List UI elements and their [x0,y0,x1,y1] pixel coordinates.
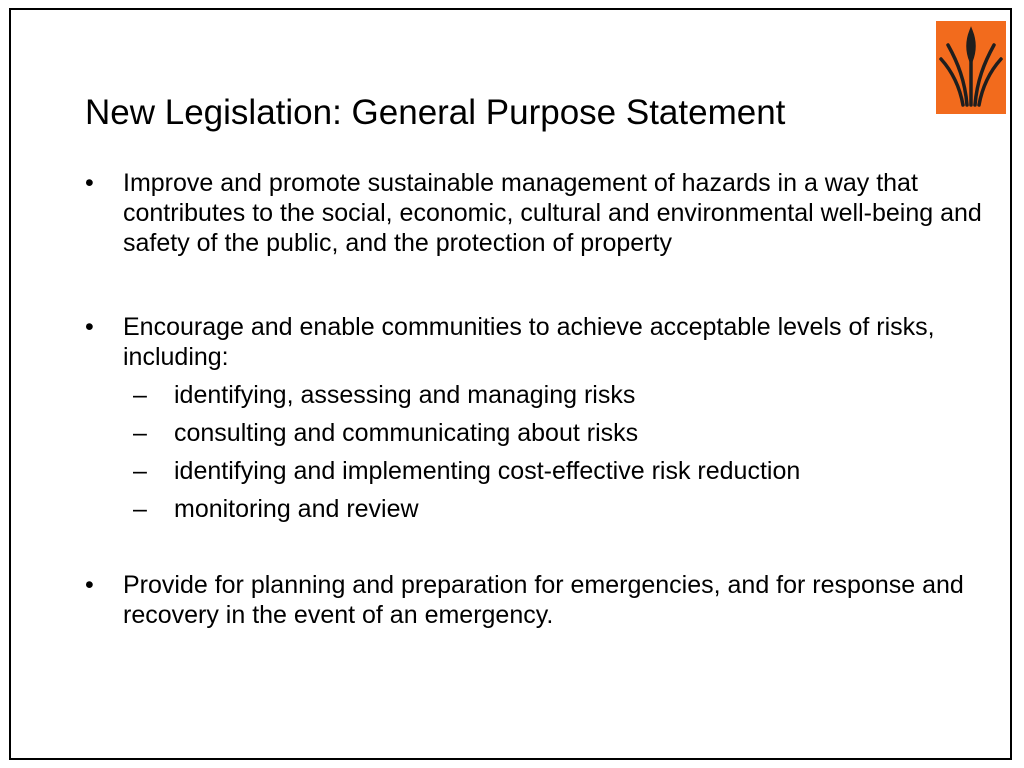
bullet-item [85,570,985,630]
slide-title: New Legislation: General Purpose Statement [85,93,786,132]
sub-bullet-item [123,380,985,410]
bullet-list [85,168,985,630]
sub-bullet-text: identifying, assessing and managing risks [174,381,636,409]
bullet-item [85,312,985,524]
bullet-marker: • [85,313,94,341]
bullet-marker: • [85,571,94,599]
bullet-text: Provide for planning and preparation for emergencies, and for response and recovery in the event of an emergency. [123,571,964,629]
sub-bullet-marker: – [133,419,147,447]
sub-bullet-item [123,456,985,486]
sub-bullet-item [123,494,985,524]
sub-bullet-text: identifying and implementing cost-effective risk reduction [174,457,801,485]
sub-bullet-list [123,380,985,524]
bullet-marker: • [85,169,94,197]
slide [9,8,1012,760]
bullet-text: Improve and promote sustainable management of hazards in a way that contributes to the social, economic, cultural and environmental well-being and safety of the public, and the protection of property [123,169,982,257]
bullet-item [85,168,985,258]
sub-bullet-text: consulting and communicating about risks [174,419,639,447]
bullet-text: Encourage and enable communities to achieve acceptable levels of risks, including: [123,313,935,371]
stylized-wheat-logo-icon [936,21,1006,114]
sub-bullet-text: monitoring and review [174,495,419,523]
sub-bullet-marker: – [133,495,147,523]
sub-bullet-item [123,418,985,448]
sub-bullet-marker: – [133,381,147,409]
sub-bullet-marker: – [133,457,147,485]
